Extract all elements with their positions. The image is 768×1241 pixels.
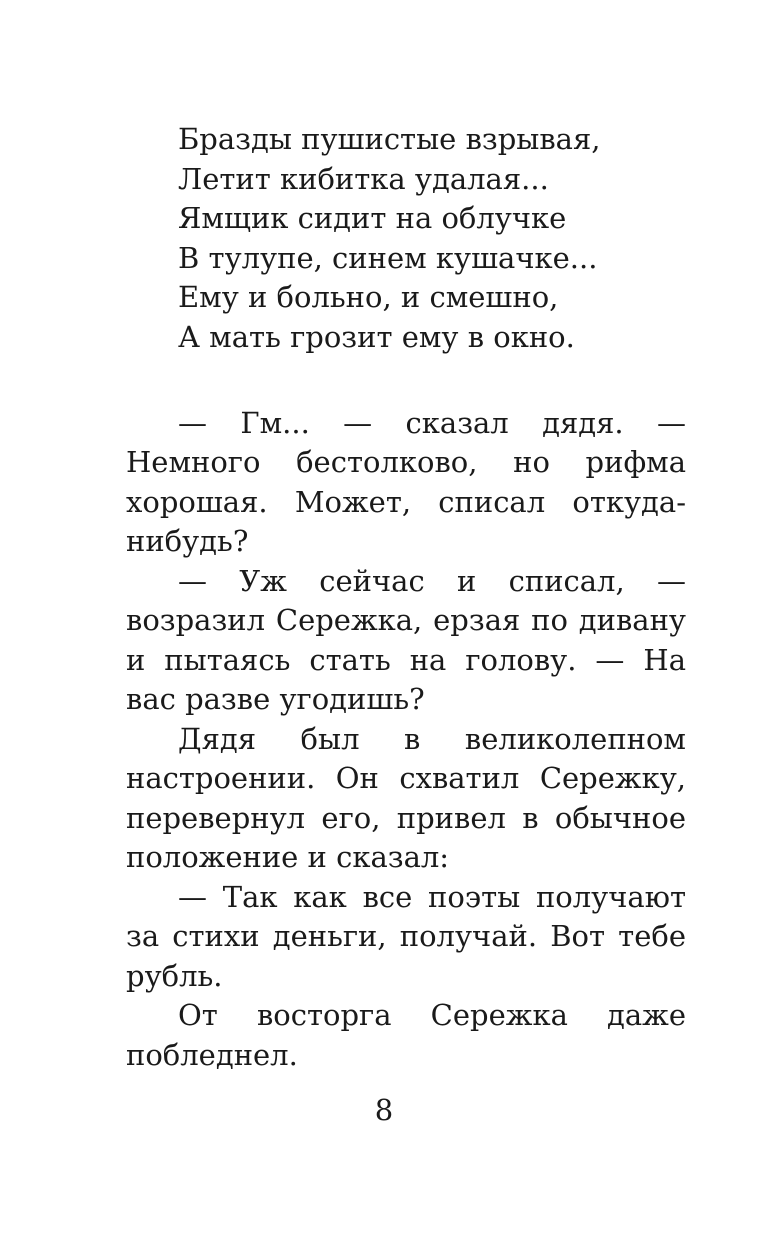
page-number: 8 — [374, 1093, 394, 1127]
paragraph: — Уж сейчас и списал, — возразил Сережка, ерзая по дивану и пытаясь стать на голову. — На вас разве угодишь? — [126, 563, 686, 717]
book-page — [126, 120, 686, 1075]
poem-line: В тулупе, синем кушачке... — [178, 240, 598, 275]
poem-line: Ему и больно, и смешно, — [178, 280, 559, 315]
paragraph: От восторга Сережка даже побледнел. — [126, 998, 686, 1072]
poem-line: Бразды пушистые взрывая, — [178, 122, 601, 156]
poem-stanza — [178, 120, 686, 358]
poem-line: Летит кибитка удалая... — [178, 161, 549, 196]
prose-text — [126, 404, 686, 1076]
poem-line: А мать грозит ему в окно. — [178, 319, 575, 354]
poem-line: Ямщик сидит на облучке — [178, 201, 567, 236]
paragraph: — Так как все поэты получают за стихи деньги, получай. Вот тебе рубль. — [126, 879, 686, 993]
paragraph: Дядя был в великолепном настроении. Он схватил Сережку, перевернул его, привел в обычное положение и сказал: — [126, 721, 686, 875]
paragraph: — Гм... — сказал дядя. — Немного бестолково, но рифма хорошая. Может, списал откуда-нибудь? — [126, 405, 686, 559]
